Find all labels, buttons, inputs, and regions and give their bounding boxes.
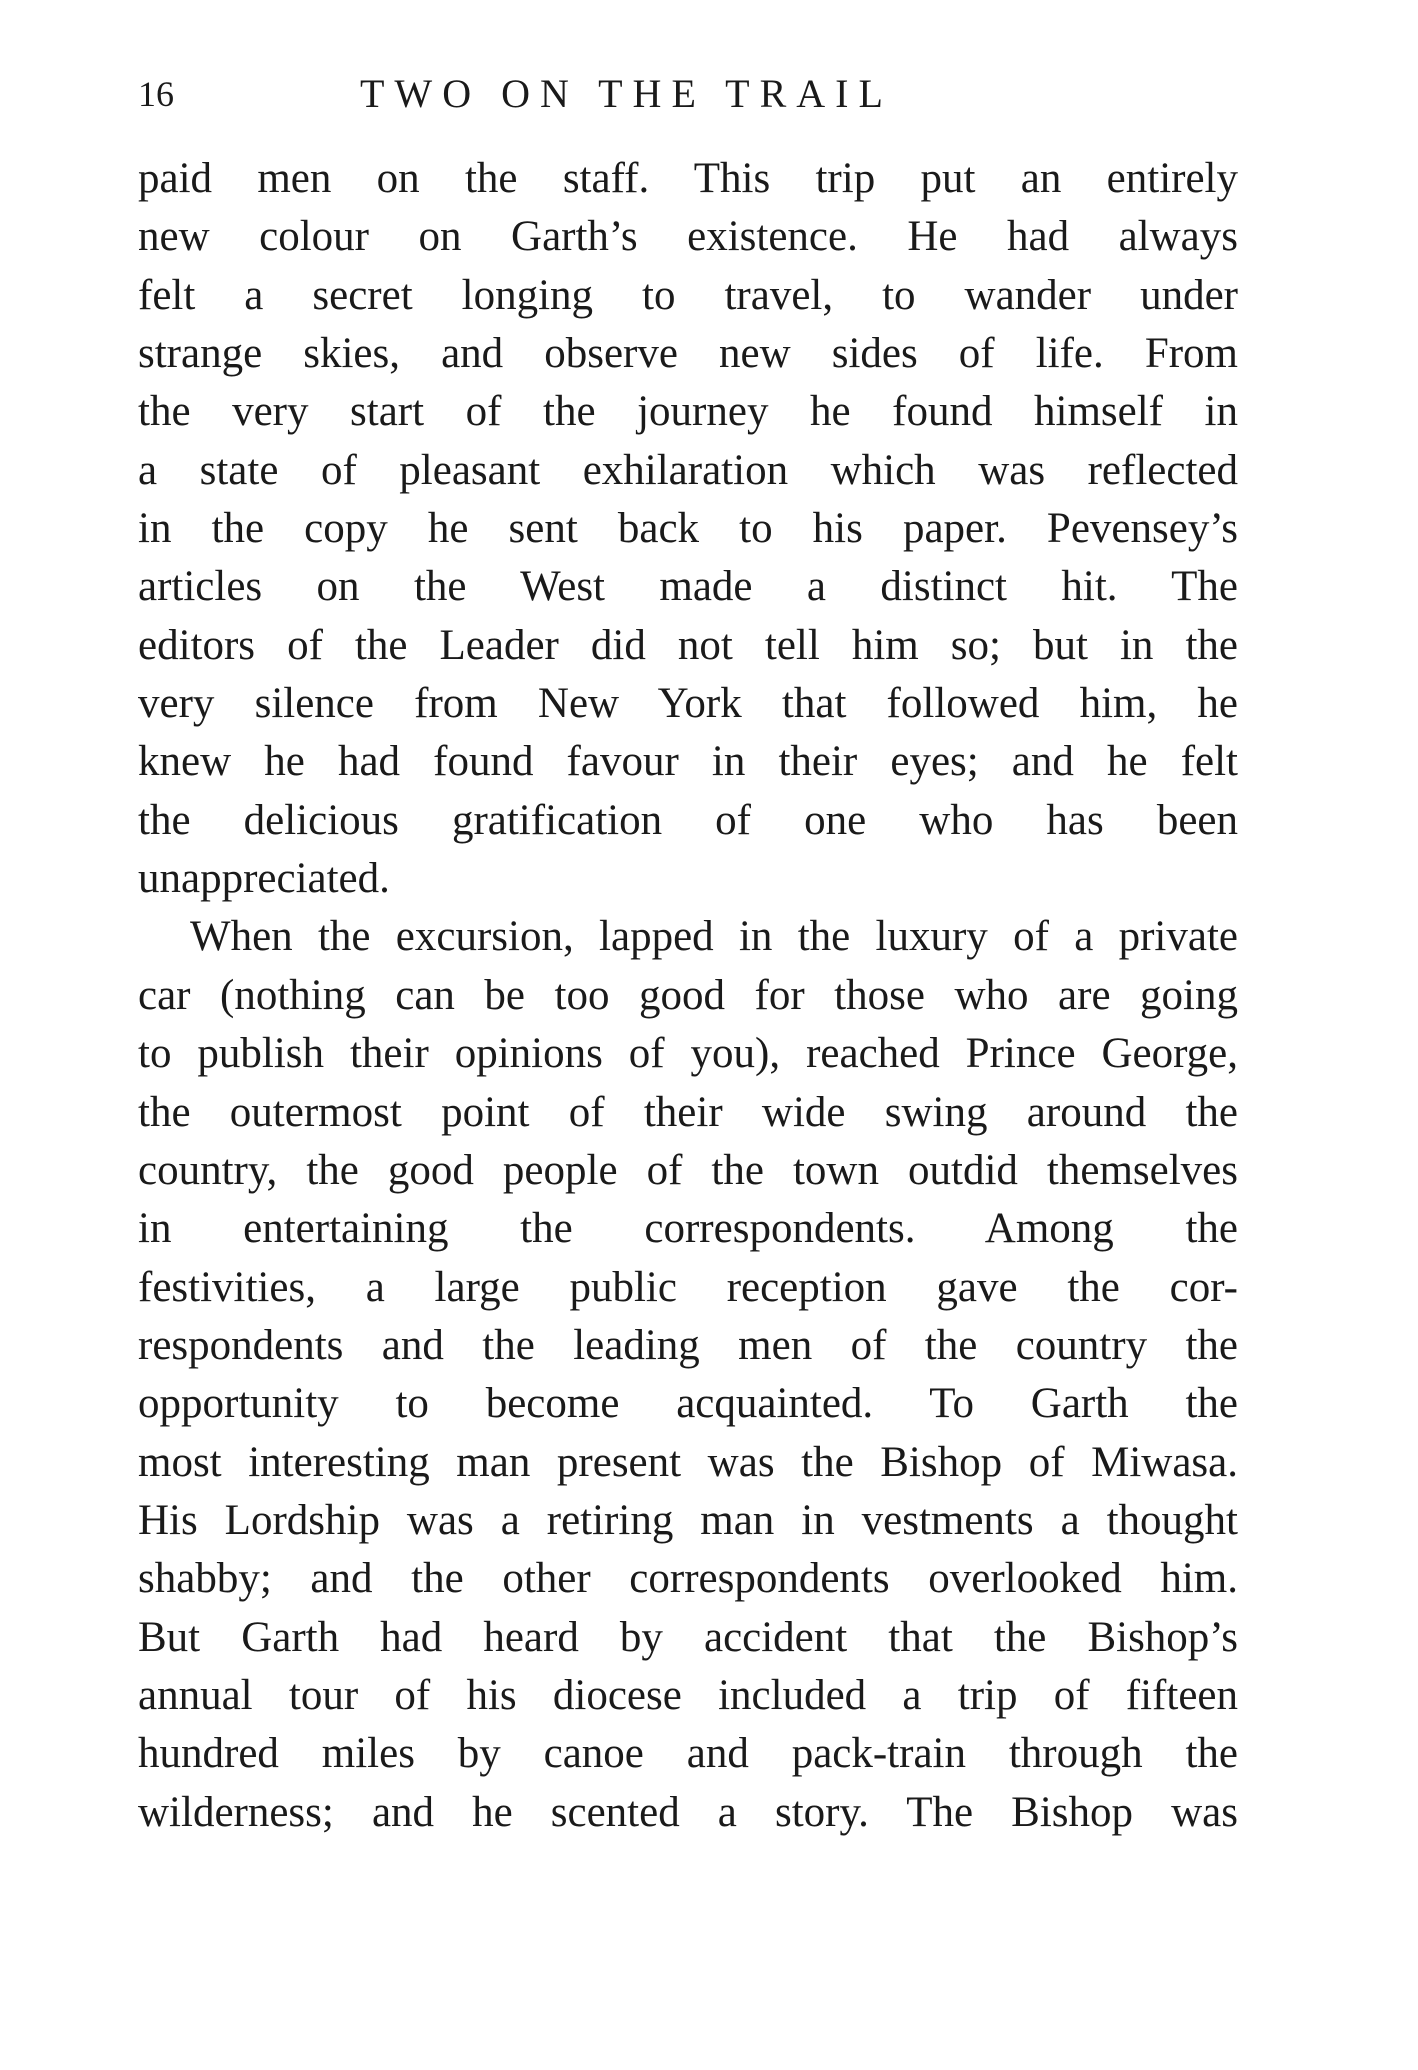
text-line: When the excursion, lapped in the luxury of a private — [190, 913, 1238, 961]
text-line: the outermost point of their wide swing around the — [138, 1088, 1238, 1136]
text-line: new colour on Garth’s existence. He had always — [138, 213, 1238, 261]
text-line: respondents and the leading men of the country the — [138, 1321, 1238, 1369]
text-line: festivities, a large public reception gave the cor- — [138, 1263, 1238, 1311]
text-line: paid men on the staff. This trip put an entirely — [138, 155, 1238, 202]
text-line: knew he had found favour in their eyes; and he felt — [138, 738, 1238, 786]
page-number: 16 — [138, 74, 174, 114]
body-text — [138, 150, 1238, 1842]
text-line: in the copy he sent back to his paper. Pevensey’s — [138, 505, 1238, 553]
text-line: felt a secret longing to travel, to wander under — [138, 271, 1238, 319]
text-line: editors of the Leader did not tell him so; but in the — [138, 621, 1238, 669]
text-line: But Garth had heard by accident that the Bishop’s — [138, 1613, 1238, 1661]
text-line: the delicious gratification of one who has been — [138, 796, 1238, 844]
text-line: articles on the West made a distinct hit. The — [138, 563, 1238, 611]
text-line: the very start of the journey he found himself in — [138, 388, 1238, 436]
text-line: His Lordship was a retiring man in vestments a thought — [138, 1496, 1238, 1544]
text-line: shabby; and the other correspondents overlooked him. — [138, 1555, 1238, 1603]
page-header — [138, 64, 1238, 124]
text-line: car (nothing can be too good for those who are going — [138, 971, 1238, 1019]
text-line: country, the good people of the town outdid themselves — [138, 1146, 1238, 1194]
text-line: unappreciated. — [138, 855, 390, 903]
text-line: in entertaining the correspondents. Among the — [138, 1205, 1238, 1253]
text-line: to publish their opinions of you), reached Prince George, — [138, 1030, 1238, 1078]
text-line: most interesting man present was the Bishop of Miwasa. — [138, 1438, 1238, 1486]
text-line: very silence from New York that followed him, he — [138, 680, 1238, 728]
text-line: wilderness; and he scented a story. The Bishop was — [138, 1788, 1238, 1836]
text-line: annual tour of his diocese included a trip of fifteen — [138, 1671, 1238, 1719]
text-line: hundred miles by canoe and pack-train through the — [138, 1730, 1238, 1778]
text-line: strange skies, and observe new sides of life. From — [138, 330, 1238, 378]
running-title: TWO ON THE TRAIL — [360, 71, 893, 116]
text-line: opportunity to become acquainted. To Garth the — [138, 1380, 1238, 1428]
text-line: a state of pleasant exhilaration which was reflected — [138, 446, 1238, 494]
